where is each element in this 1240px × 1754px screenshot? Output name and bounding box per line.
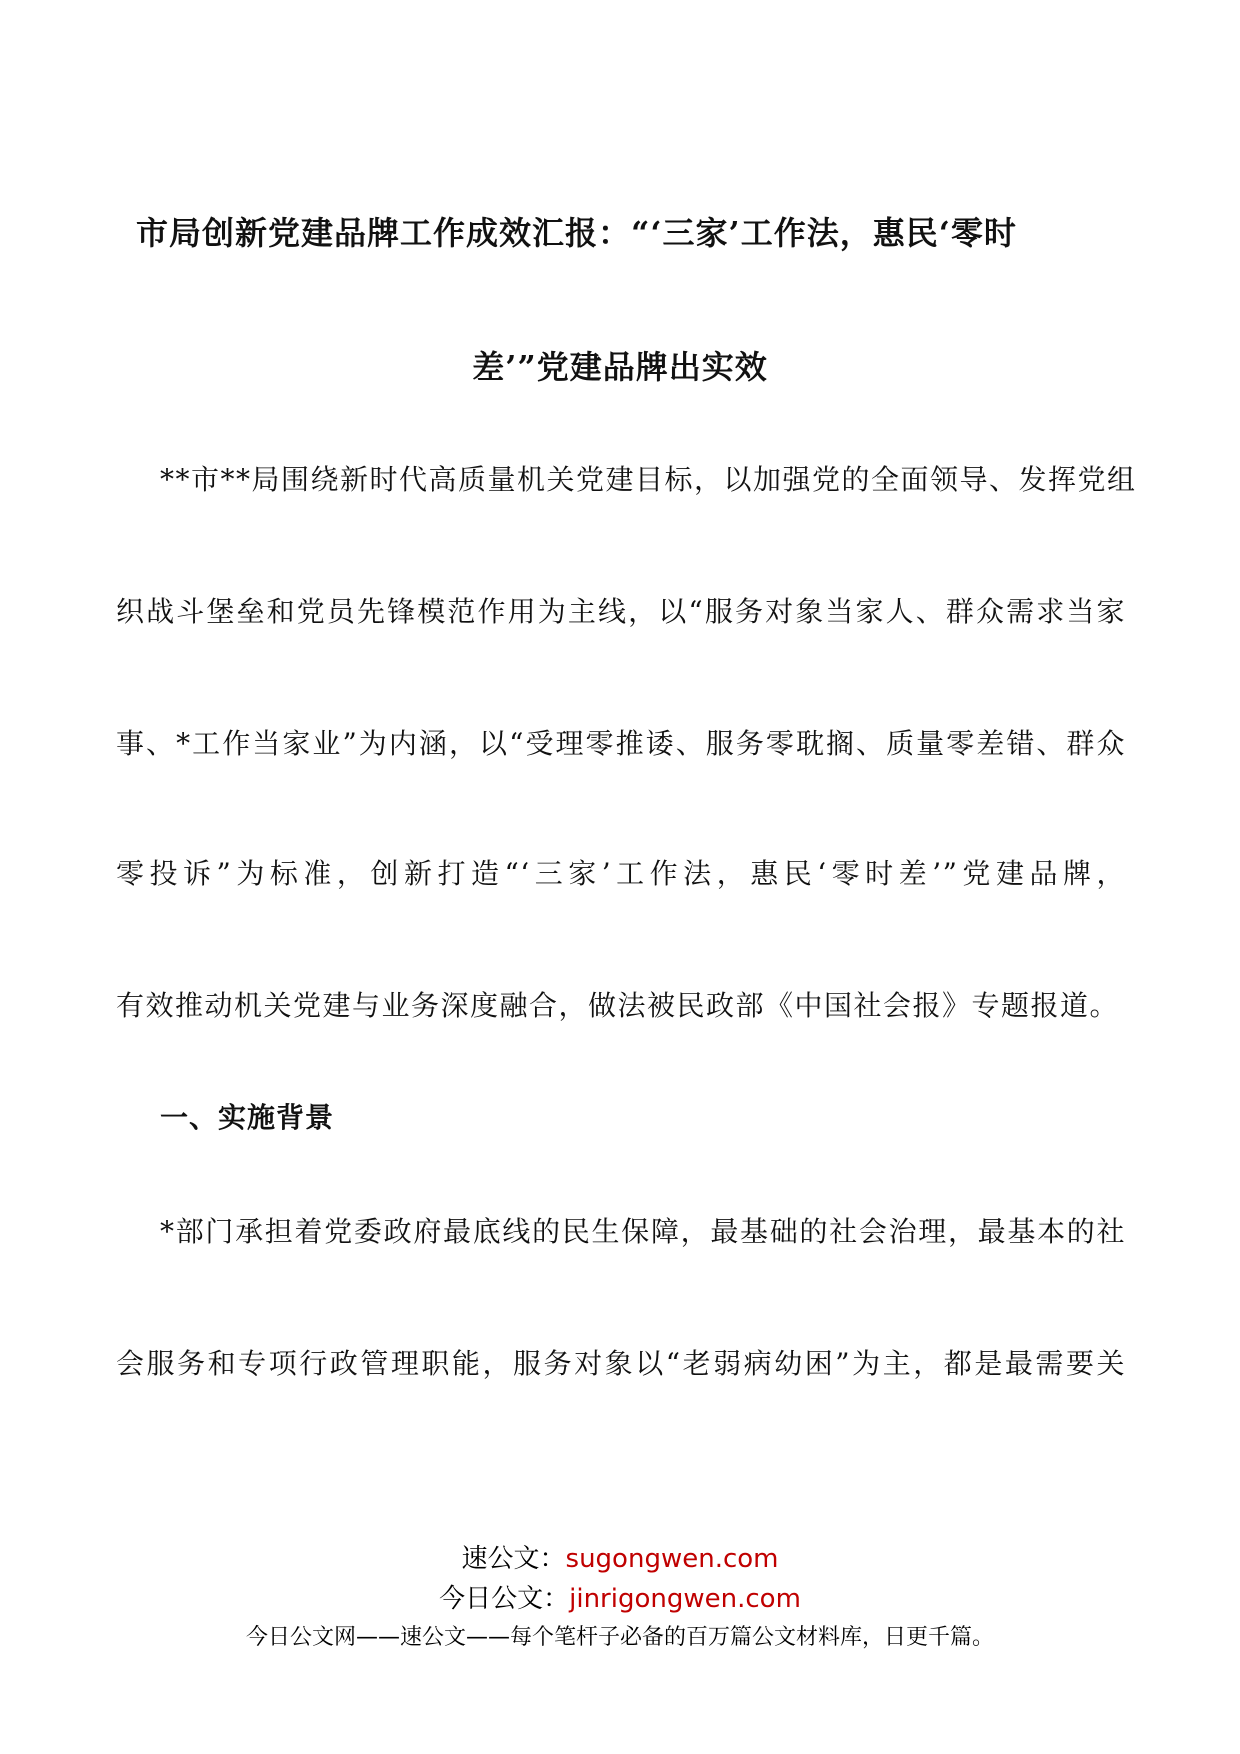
paragraph-1-line-2: 织战斗堡垒和党员先锋模范作用为主线，以“服务对象当家人、群众需求当家: [116, 595, 1126, 628]
paragraph-2-line-2: 会服务和专项行政管理职能，服务对象以“老弱病幼困”为主，都是最需要关: [116, 1347, 1126, 1380]
footer-tagline: 今日公文网——速公文——每个笔杆子必备的百万篇公文材料库，日更千篇。: [245, 1625, 994, 1650]
footer-link-sugongwen[interactable]: sugongwen.com: [565, 1544, 779, 1574]
footer-line-2: [0, 1578, 1240, 1615]
paragraph-1-line-1: **市**局围绕新时代高质量机关党建目标，以加强党的全面领导、发挥党组: [160, 463, 1137, 496]
paragraph-2-line-1: *部门承担着党委政府最底线的民生保障，最基础的社会治理，最基本的社: [160, 1215, 1126, 1248]
paragraph-1-line-5: 有效推动机关党建与业务深度融合，做法被民政部《中国社会报》专题报道。: [116, 989, 1120, 1022]
section-1-heading: 一、实施背景: [160, 1101, 335, 1134]
footer-label-1: 速公文：: [461, 1544, 566, 1574]
footer-link-jinrigongwen[interactable]: jinrigongwen.com: [569, 1584, 801, 1614]
document-title-line-1: 市局创新党建品牌工作成效汇报：“‘三家’工作法，惠民‘零时: [136, 214, 1017, 252]
document-title-line-2: 差’”党建品牌出实效: [472, 348, 768, 386]
paragraph-1-line-4: 零投诉”为标准，创新打造“‘三家’工作法，惠民‘零时差’”党建品牌，: [116, 857, 1126, 890]
footer-label-2: 今日公文：: [439, 1584, 570, 1614]
footer-line-1: [0, 1538, 1240, 1575]
paragraph-1-line-3: 事、*工作当家业”为内涵，以“受理零推诿、服务零耽搁、质量零差错、群众: [116, 727, 1126, 760]
